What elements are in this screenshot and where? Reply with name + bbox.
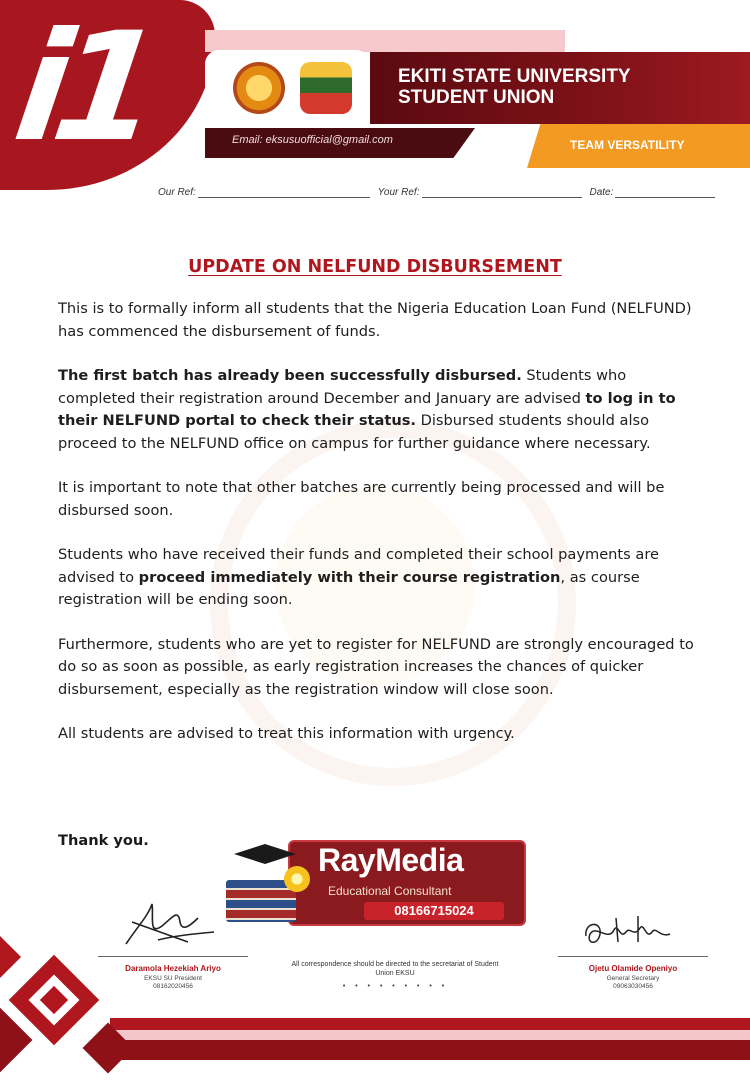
footer-band-top [110,1018,750,1030]
closing-thanks: Thank you. [58,832,149,849]
team-name: TEAM VERSATILITY [570,138,685,152]
organization-title [398,66,631,108]
raymedia-badge [226,836,526,928]
state-crest-icon [300,62,352,114]
raymedia-name: RayMedia [318,842,464,878]
our-ref-label: Our Ref: [158,187,196,198]
date-label: Date: [589,187,614,198]
paragraph-6: All students are advised to treat this information with urgency. [58,725,515,742]
paragraph-5: Furthermore, students who are yet to register for NELFUND are strongly encouraged to do so as soon as possible, as early registration increases the chances of quicker disbursement, especially as the registration window will close soon. [58,635,694,698]
date-line [615,185,715,198]
your-ref-label: Your Ref: [377,187,420,198]
paragraph-4-text-a: Students who have received their funds and completed their school payments are advised to [58,546,659,586]
paragraph-4 [58,544,708,612]
paragraph-4-text-b: , as course registration will be ending soon. [58,568,640,608]
footer-band-middle [110,1030,750,1040]
right-signature-icon [580,912,676,952]
raymedia-phone: 08166715024 [364,902,504,920]
document-title: UPDATE ON NELFUND DISBURSEMENT [188,257,562,277]
right-signatory-phone: 09063030456 [613,983,653,990]
document-body [58,298,708,768]
footer-band-bottom [110,1040,750,1060]
lightbulb-icon [284,866,310,892]
header-accent-bar [205,30,565,52]
organization-title-line1: EKITI STATE UNIVERSITY [398,66,631,87]
raymedia-subtitle: Educational Consultant [328,884,452,898]
paragraph-2-text-b: Disbursed students should also proceed to the NELFUND office on campus for further guidance where necessary. [58,412,651,452]
correspondence-note: All correspondence should be directed to the secretariat of Student Union EKSU [291,961,499,977]
paragraph-1: This is to formally inform all students that the Nigeria Education Loan Fund (NELFUND) has commenced the disbursement of funds. [58,300,692,340]
left-signature-icon [118,896,218,952]
left-signatory-name: Daramola Hezekiah Ariyo [125,964,221,973]
left-signature-line [98,956,248,957]
graduation-cap-icon [234,844,296,864]
paragraph-2 [58,365,708,455]
right-signatory-name: Ojetu Olamide Openiyo [588,964,678,973]
contact-email: Email: eksusuofficial@gmail.com [232,134,393,146]
paragraph-2-bold-2: to log in to their NELFUND portal to check their status. [58,389,676,429]
organization-title-line2: STUDENT UNION [398,87,555,108]
union-logo-mark: i1 [5,1,159,175]
paragraph-3: It is important to note that other batches are currently being processed and will be disbursed soon. [58,479,665,519]
footer-diamond-small [0,933,21,981]
our-ref-line [198,185,370,198]
university-seal-icon [233,62,285,114]
your-ref-line [422,185,582,198]
seal-panel [205,50,370,128]
paragraph-4-bold: proceed immediately with their course registration [138,568,561,586]
left-signatory-title: EKSU SU President [144,975,202,982]
reference-row [158,185,738,198]
right-signatory-title: General Secretary [606,975,660,982]
left-signatory-phone: 08162020456 [153,983,193,990]
paragraph-2-bold: The first batch has already been successfully disbursed. [58,367,522,384]
right-signature-line [558,956,708,957]
paragraph-2-text-a: Students who completed their registration around December and January are advised [58,367,627,407]
footer-dots: • • • • • • • • • [342,982,448,990]
